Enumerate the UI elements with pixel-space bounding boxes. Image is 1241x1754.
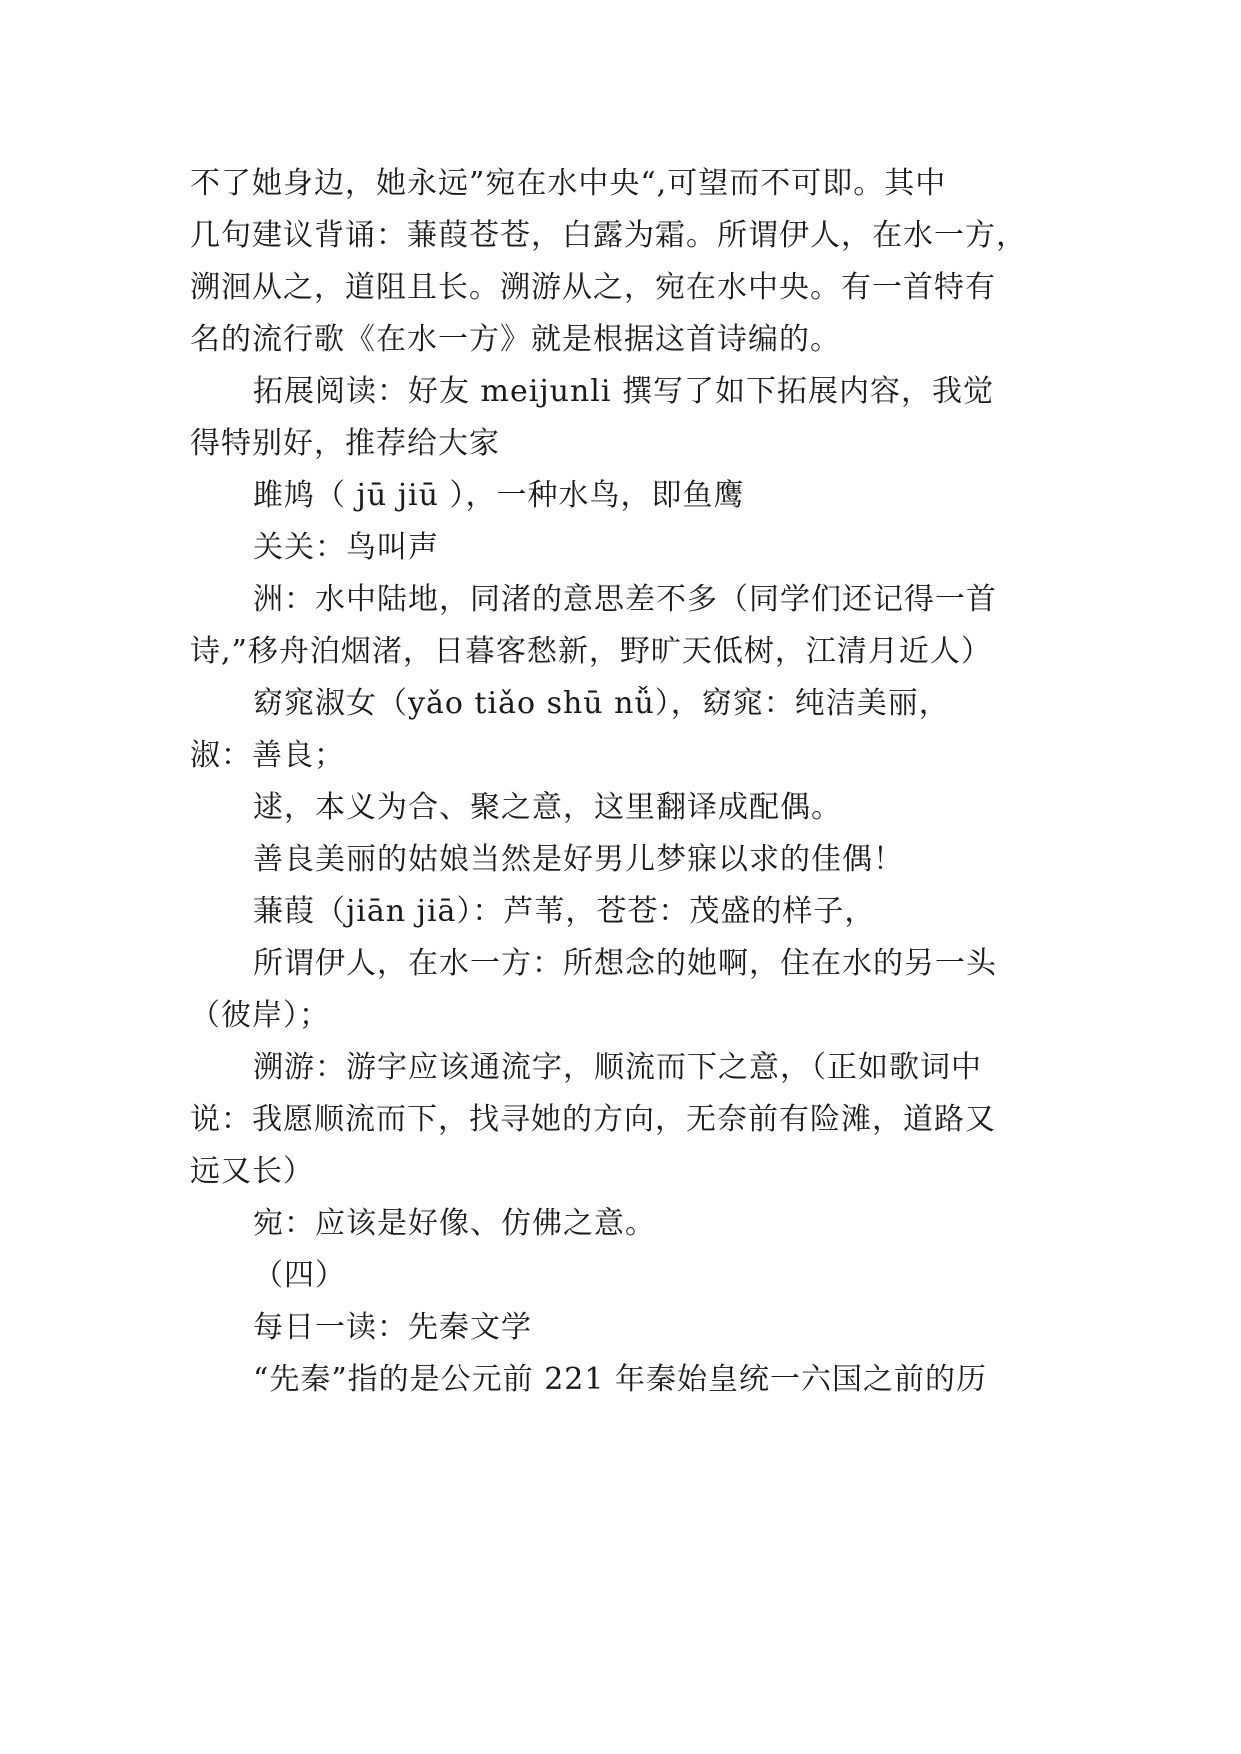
paragraph-start-line: 洲：水中陆地，同渚的意思差不多（同学们还记得一首 [253, 582, 997, 617]
paragraph-start-line: 雎鸠（ jū jiū ），一种水鸟，即鱼鹰 [253, 478, 745, 513]
paragraph-start-line: “先秦”指的是公元前 221 年秦始皇统一六国之前的历 [253, 1362, 988, 1397]
text-line: 淑：善良； [190, 738, 345, 773]
paragraph-start-line: 关关：鸟叫声 [253, 530, 439, 565]
text-line: 名的流行歌《在水一方》就是根据这首诗编的。 [190, 322, 841, 357]
text-line: 不了她身边，她永远”宛在水中央“,可望而不可即。其中 [190, 166, 947, 201]
paragraph-start-line: 窈窕淑女（yǎo tiǎo shū nǚ），窈窕：纯洁美丽， [253, 686, 950, 721]
text-line: 得特别好，推荐给大家 [190, 426, 500, 461]
text-line: 诗,”移舟泊烟渚，日暮客愁新，野旷天低树，江清月近人） [190, 634, 992, 669]
paragraph-start-line: 拓展阅读：好友 meijunli 撰写了如下拓展内容，我觉 [253, 374, 995, 409]
paragraph-start-line: 溯游：游字应该通流字，顺流而下之意，（正如歌词中 [253, 1050, 982, 1085]
paragraph-start-line: 蒹葭（jiān jiā）：芦苇，苍苍：茂盛的样子， [253, 894, 876, 929]
paragraph-start-line: 所谓伊人，在水一方：所想念的她啊，住在水的另一头 [253, 946, 997, 981]
text-line: 溯洄从之，道阻且长。溯游从之，宛在水中央。有一首特有 [190, 270, 996, 305]
section-heading: （四） [253, 1258, 346, 1293]
text-line: 远又长） [190, 1154, 314, 1189]
text-line: （彼岸）； [190, 998, 330, 1033]
text-line: 几句建议背诵：蒹葭苍苍，白露为霜。所谓伊人，在水一方， [190, 218, 1027, 253]
text-line: 说：我愿顺流而下，找寻她的方向，无奈前有险滩，道路又 [190, 1102, 996, 1137]
paragraph-start-line: 宛：应该是好像、仿佛之意。 [253, 1206, 656, 1241]
paragraph-start-line: 善良美丽的姑娘当然是好男儿梦寐以求的佳偶！ [253, 842, 904, 877]
paragraph-start-line: 逑，本义为合、聚之意，这里翻译成配偶。 [253, 790, 842, 825]
paragraph-start-line: 每日一读：先秦文学 [253, 1310, 532, 1345]
document-body [190, 158, 1090, 1406]
